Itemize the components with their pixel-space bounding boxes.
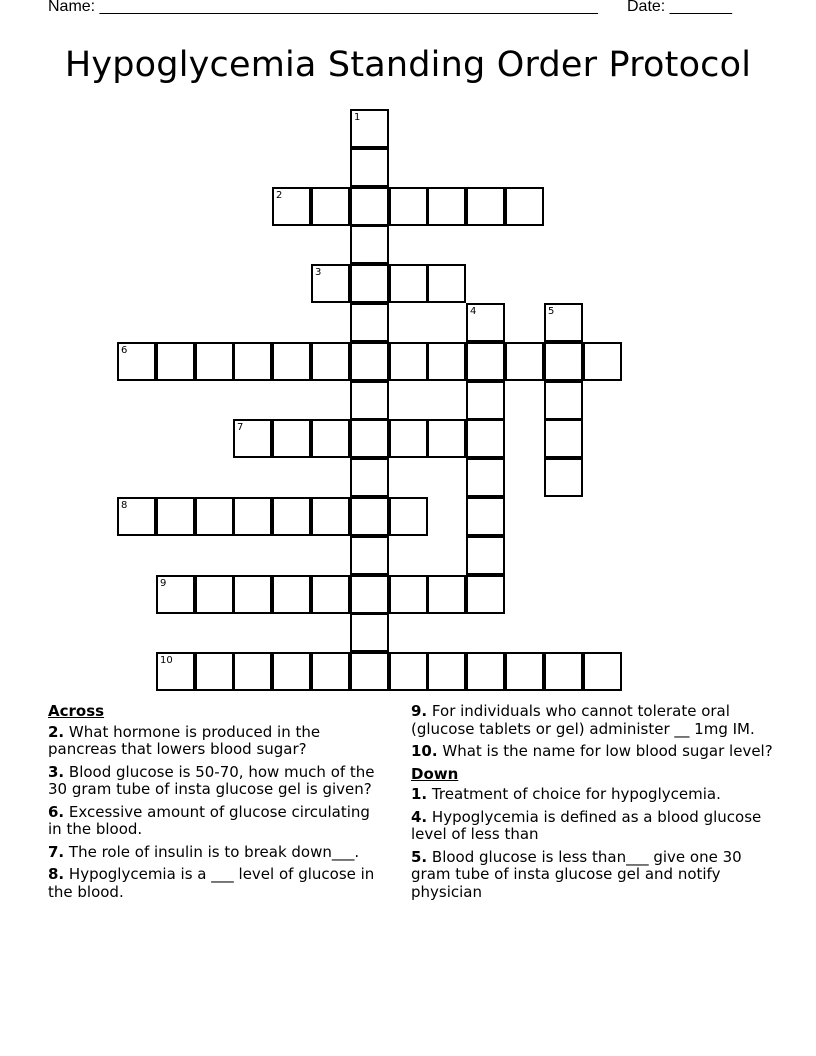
grid-cell[interactable] [466,381,505,420]
grid-cell[interactable] [350,536,389,575]
grid-cell[interactable] [544,458,583,497]
grid-cell[interactable] [311,575,350,614]
grid-cell[interactable] [544,303,583,342]
grid-cell[interactable] [311,652,350,691]
grid-cell[interactable] [389,419,428,458]
clue-across-10 [411,743,776,761]
grid-cell[interactable] [544,381,583,420]
grid-cell[interactable] [427,652,466,691]
clue-number: 7. [48,842,65,861]
grid-cell[interactable] [427,342,466,381]
clue-number: 1. [411,785,428,803]
grid-cell[interactable] [350,613,389,652]
grid-cell[interactable] [272,575,311,614]
grid-cell[interactable] [544,342,583,381]
clue-text: Excessive amount of glucose circulating in the blood. [48,802,370,838]
grid-cell[interactable] [272,419,311,458]
grid-cell[interactable] [427,264,466,303]
clue-across-8 [48,866,388,901]
grid-cell[interactable] [427,575,466,614]
grid-cell[interactable] [350,497,389,536]
down-heading: Down [411,764,459,783]
grid-cell[interactable] [233,342,272,381]
clue-text: Hypoglycemia is defined as a blood glucose level of less than [411,807,762,843]
grid-cell[interactable] [195,497,234,536]
grid-cell[interactable] [272,497,311,536]
clue-text: What is the name for low blood sugar level? [442,742,773,760]
grid-cell[interactable] [466,497,505,536]
grid-cell[interactable] [117,342,156,381]
grid-cell[interactable] [466,575,505,614]
grid-cell[interactable] [427,419,466,458]
grid-cell[interactable] [427,187,466,226]
clue-text: The role of insulin is to break down___. [68,842,360,861]
grid-cell[interactable] [544,652,583,691]
clue-across-7 [48,844,388,862]
grid-cell[interactable] [505,342,544,381]
clue-number-label: 6 [121,345,128,356]
clue-across-6 [48,804,388,839]
grid-cell[interactable] [311,187,350,226]
grid-cell[interactable] [195,652,234,691]
grid-cell[interactable] [466,187,505,226]
grid-cell[interactable] [350,109,389,148]
name-field-label: Name: ________________________________________________________ [48,0,598,15]
grid-cell[interactable] [466,458,505,497]
grid-cell[interactable] [583,342,622,381]
clue-down-5 [411,849,776,902]
page-title: Hypoglycemia Standing Order Protocol [64,45,752,85]
grid-cell[interactable] [233,652,272,691]
clue-text: Hypoglycemia is a ___ level of glucose in the blood. [48,865,375,901]
clue-number: 5. [411,847,428,866]
clue-number-label: 10 [160,655,173,666]
clue-down-1 [411,786,776,804]
clue-number-label: 7 [237,422,244,433]
grid-cell[interactable] [505,187,544,226]
clue-across-2 [48,724,388,759]
grid-cell[interactable] [466,303,505,342]
grid-cell[interactable] [156,575,195,614]
grid-cell[interactable] [350,652,389,691]
grid-cell[interactable] [350,225,389,264]
clue-text: Treatment of choice for hypoglycemia. [431,785,721,803]
grid-cell[interactable] [156,342,195,381]
grid-cell[interactable] [350,148,389,187]
clue-number-label: 9 [160,578,167,589]
grid-cell[interactable] [272,652,311,691]
grid-cell[interactable] [544,419,583,458]
grid-cell[interactable] [350,419,389,458]
grid-cell[interactable] [389,187,428,226]
clue-number-label: 3 [315,267,322,278]
grid-cell[interactable] [350,575,389,614]
grid-cell[interactable] [350,303,389,342]
clue-number-label: 8 [121,500,128,511]
grid-cell[interactable] [156,497,195,536]
clue-number-label: 5 [548,306,555,317]
clue-number: 9. [411,702,428,720]
grid-cell[interactable] [466,342,505,381]
grid-cell[interactable] [389,497,428,536]
grid-cell[interactable] [350,458,389,497]
clue-number: 2. [48,722,65,741]
clue-across-9 [411,703,776,738]
clue-number: 6. [48,802,65,821]
grid-cell[interactable] [311,342,350,381]
clue-number: 3. [48,762,65,781]
grid-cell[interactable] [583,652,622,691]
grid-cell[interactable] [233,575,272,614]
clue-number-label: 4 [470,306,477,317]
across-heading: Across [48,702,105,720]
clue-number: 8. [48,865,65,883]
grid-cell[interactable] [389,652,428,691]
grid-cell[interactable] [233,497,272,536]
grid-cell[interactable] [350,187,389,226]
clue-text: What hormone is produced in the pancreas that lowers blood sugar? [48,722,321,758]
grid-cell[interactable] [466,536,505,575]
grid-cell[interactable] [466,419,505,458]
clues-column-left [48,703,388,906]
grid-cell[interactable] [505,652,544,691]
clues-column-right [411,703,776,906]
clue-number: 4. [411,807,428,826]
grid-cell[interactable] [350,381,389,420]
grid-cell[interactable] [350,342,389,381]
clue-text: For individuals who cannot tolerate oral (glucose tablets or gel) administer __ 1mg IM. [411,702,755,738]
grid-cell[interactable] [117,497,156,536]
grid-cell[interactable] [389,342,428,381]
grid-cell[interactable] [195,575,234,614]
grid-cell[interactable] [350,264,389,303]
clue-text: Blood glucose is less than___ give one 30 gram tube of insta glucose gel and notify physician [411,847,742,901]
grid-cell[interactable] [233,419,272,458]
clue-across-3 [48,764,388,799]
grid-cell[interactable] [389,575,428,614]
clue-number-label: 2 [276,190,283,201]
clue-number-label: 1 [354,112,361,123]
grid-cell[interactable] [272,342,311,381]
grid-cell[interactable] [156,652,195,691]
grid-cell[interactable] [311,497,350,536]
grid-cell[interactable] [389,264,428,303]
grid-cell[interactable] [311,264,350,303]
grid-cell[interactable] [466,652,505,691]
grid-cell[interactable] [311,419,350,458]
clue-text: Blood glucose is 50-70, how much of the 30 gram tube of insta glucose gel is given? [48,762,375,798]
grid-cell[interactable] [195,342,234,381]
grid-cell[interactable] [272,187,311,226]
clue-number: 10. [411,742,438,760]
date-field-label: Date: _______ [627,0,732,15]
clue-down-4 [411,809,776,844]
